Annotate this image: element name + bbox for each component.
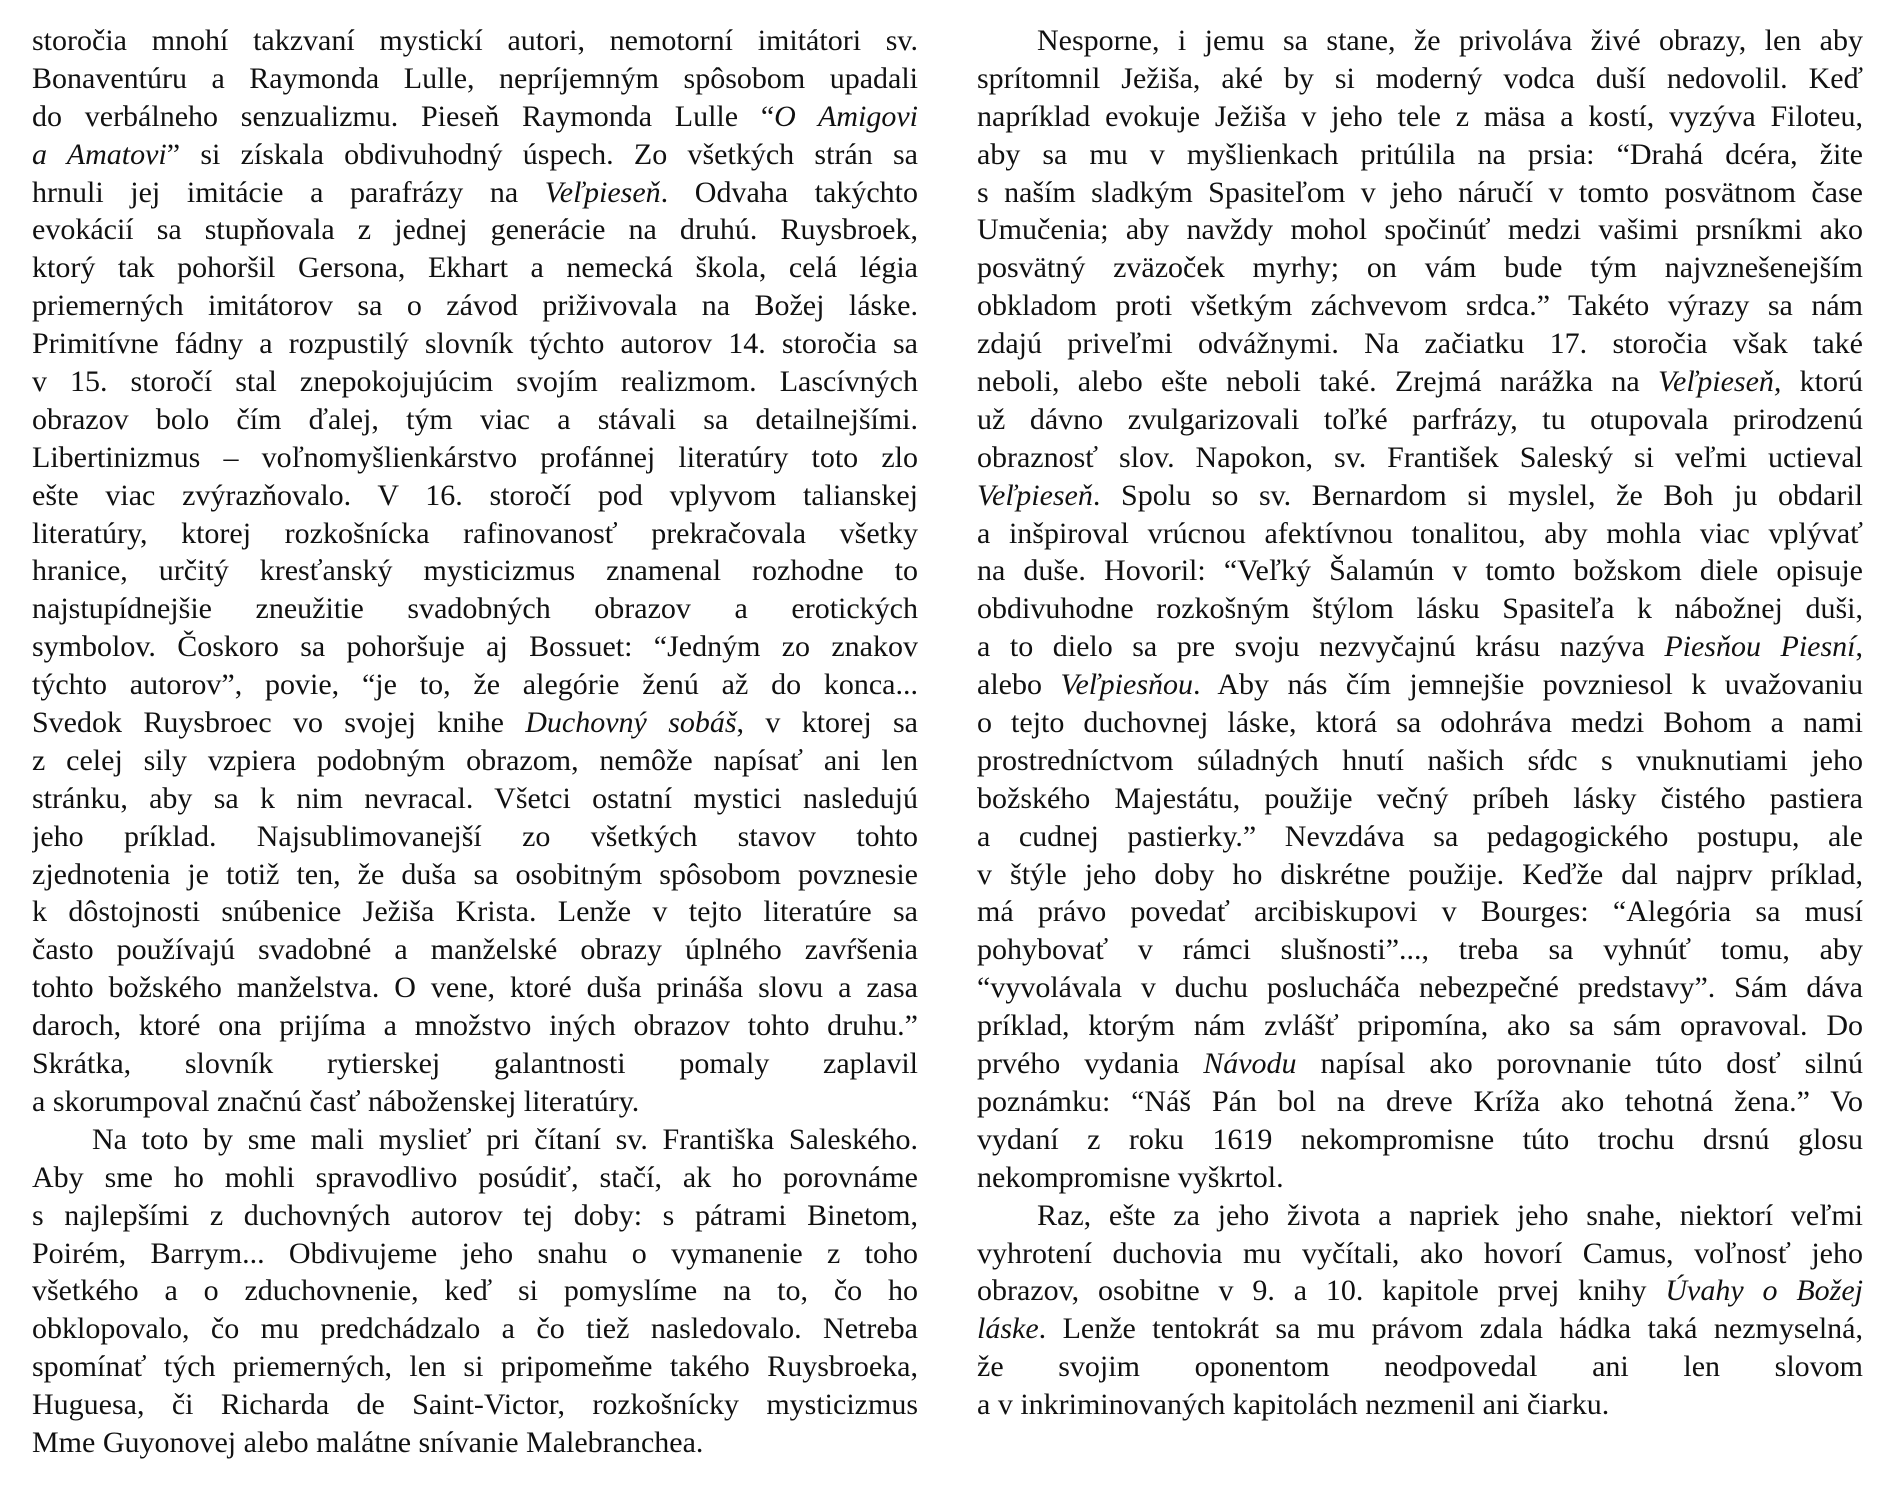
body-text: evokácií sa stupňovala z jednej generácie na druhú. Ruysbroek, (32, 213, 918, 247)
text-line (32, 287, 918, 325)
text-line (977, 325, 1863, 363)
text-line (977, 590, 1863, 628)
text-line (32, 1424, 918, 1462)
text-line (977, 856, 1863, 894)
body-text: tohto božského manželstva. O vene, ktoré duša prináša slovu a zasa (32, 971, 918, 1005)
text-line (32, 363, 918, 401)
body-text: s najlepšími z duchovných autorov tej doby: s pátrami Binetom, (32, 1198, 918, 1232)
body-text: že svojim oponentom neodpovedal ani len slovom (977, 1350, 1863, 1384)
body-text: . Aby nás čím jemnejšie povzniesol k uvažovaniu (1193, 668, 1863, 702)
body-text: príklad, ktorým nám zvlášť pripomína, ako sa sám opravoval. Do (977, 1009, 1863, 1043)
text-line (32, 1083, 918, 1121)
body-text: hranice, určitý kresťanský mysticizmus znamenal rozhodne to (32, 554, 918, 588)
body-text: obkladom proti všetkým záchvevom srdca.” Takéto výrazy sa nám (977, 289, 1863, 323)
body-text: vydaní z roku 1619 nekompromisne túto trochu drsnú glosu (977, 1122, 1863, 1156)
text-line (32, 249, 918, 287)
body-text: Primitívne fádny a rozpustilý slovník týchto autorov 14. storočia sa (32, 327, 918, 361)
body-text: , (1855, 630, 1863, 664)
body-text: ktorú (1781, 365, 1863, 399)
text-line (32, 666, 918, 704)
body-text: vyhrotení duchovia mu vyčítali, ako hovorí Camus, voľnosť jeho (977, 1236, 1863, 1270)
body-text: . Lenže tentokrát sa mu právom zdala hádka taká nezmyselná, (1038, 1312, 1863, 1346)
body-text: neboli, alebo ešte neboli také. Zrejmá narážka na (977, 365, 1659, 399)
body-text: Nesporne, i jemu sa stane, že privoláva živé obrazy, len aby (1037, 24, 1863, 57)
body-text: napríklad evokuje Ježiša v jeho tele z mäsa a kostí, vyzýva Filoteu, (977, 99, 1863, 133)
text-line (32, 325, 918, 363)
body-text: do verbálneho senzualizmu. Pieseň Raymonda Lulle “ (32, 99, 775, 133)
text-line (977, 287, 1863, 325)
text-line (32, 174, 918, 212)
text-line (32, 136, 918, 174)
italic-title-text: O Amigovi (774, 99, 918, 133)
body-text: a inšpiroval vrúcnou afektívnou tonalitou, aby mohla viac vplývať (977, 516, 1863, 550)
italic-title-text: Veľpieseň (977, 478, 1093, 512)
body-text: obrazov bolo čím ďalej, tým viac a stávali sa detailnejšími. (32, 402, 918, 436)
body-text: a skorumpoval značnú časť náboženskej literatúry. (32, 1084, 640, 1118)
text-line (977, 477, 1863, 515)
body-text: . Odvaha takýchto (660, 175, 918, 209)
body-text: jeho príklad. Najsublimovanejší zo všetkých stavov tohto (32, 819, 918, 853)
text-line (977, 98, 1863, 136)
text-line (977, 136, 1863, 174)
body-text: obklopovalo, čo mu predchádzalo a čo tiež nasledovalo. Netreba (32, 1312, 918, 1346)
text-column-left (32, 22, 918, 1462)
text-line (977, 1083, 1863, 1121)
body-text: . Spolu so sv. Bernardom si myslel, že Boh ju obdaril (1092, 478, 1863, 512)
body-text: s naším sladkým Spasiteľom v jeho náručí v tomto posvätnom čase (977, 175, 1863, 209)
text-line (977, 1235, 1863, 1273)
body-text: , v ktorej sa (736, 706, 918, 740)
text-line (977, 1310, 1863, 1348)
text-line (977, 439, 1863, 477)
text-line (977, 1007, 1863, 1045)
body-text: Mme Guyonovej alebo malátne snívanie Malebranchea. (32, 1425, 704, 1459)
text-line (32, 1197, 918, 1235)
body-text: poznámku: “Náš Pán bol na dreve Kríža ako tehotná žena.” Vo (977, 1084, 1863, 1118)
body-text: Aby sme ho mohli spravodlivo posúdiť, stačí, ak ho porovnáme (32, 1160, 918, 1194)
text-line (977, 666, 1863, 704)
text-line (977, 60, 1863, 98)
body-text: ešte viac zvýrazňovalo. V 16. storočí pod vplyvom talianskej (32, 478, 918, 512)
text-line (977, 1348, 1863, 1386)
text-line (32, 1386, 918, 1424)
text-line (32, 439, 918, 477)
body-text: “vyvolávala v duchu poslucháča nebezpečné predstavy”. Sám dáva (977, 971, 1863, 1005)
body-text: storočia mnohí takzvaní mystickí autori, nemotorní imitátori sv. (32, 24, 918, 57)
text-line (32, 856, 918, 894)
body-text: spomínať tých priemerných, len si pripomeňme takého Ruysbroeka, (32, 1350, 918, 1384)
italic-title-text: Duchovný sobáš (525, 706, 737, 740)
body-text: prostredníctvom súladných hnutí našich sŕdc s vnuknutiami jeho (977, 743, 1863, 777)
body-text: Bonaventúru a Raymonda Lulle, nepríjemným spôsobom upadali (32, 61, 918, 95)
body-text: sprítomnil Ježiša, aké by si moderný vodca duší nedovolil. Keď (977, 61, 1863, 95)
text-line (977, 1272, 1863, 1310)
italic-title-text: Veľpiesňou (1060, 668, 1193, 702)
text-line (32, 1310, 918, 1348)
body-text: týchto autorov”, povie, “je to, že alegórie ženú až do konca... (32, 668, 918, 702)
body-text: priemerných imitátorov sa o závod priživovala na Božej láske. (32, 289, 918, 323)
text-line (32, 1159, 918, 1197)
body-text: aby sa mu v myšlienkach pritúlila na prsia: “Drahá dcéra, žite (977, 137, 1863, 171)
body-text: na duše. Hovoril: “Veľký Šalamún v tomto božskom diele opisuje (977, 554, 1863, 588)
text-line (977, 969, 1863, 1007)
body-text: Raz, ešte za jeho života a napriek jeho snahe, niektorí veľmi (1037, 1198, 1863, 1232)
text-line (32, 22, 918, 60)
text-line (977, 1159, 1863, 1197)
text-line (977, 1386, 1863, 1424)
italic-title-text: a Amatovi (32, 137, 167, 171)
text-line (32, 1235, 918, 1273)
italic-title-text: láske (977, 1312, 1039, 1346)
text-line (32, 1045, 918, 1083)
text-line (32, 893, 918, 931)
text-line (977, 211, 1863, 249)
text-line (977, 780, 1863, 818)
body-text: nekompromisne vyškrtol. (977, 1160, 1284, 1194)
body-text: daroch, ktoré ona prijíma a množstvo iných obrazov tohto druhu.” (32, 1009, 918, 1043)
text-line (32, 98, 918, 136)
body-text: k dôstojnosti snúbenice Ježiša Krista. Lenže v tejto literatúre sa (32, 895, 918, 929)
body-text: Poirém, Barrym... Obdivujeme jeho snahu o vymanenie z toho (32, 1236, 918, 1270)
body-text: všetkého a o zduchovnenie, keď si pomyslíme na to, čo ho (32, 1274, 918, 1308)
body-text: obraznosť slov. Napokon, sv. František Saleský si veľmi uctieval (977, 440, 1863, 474)
text-line (32, 780, 918, 818)
text-line (32, 552, 918, 590)
body-text: v 15. storočí stal znepokojujúcim svojím realizmom. Lascívných (32, 365, 918, 399)
text-line (32, 628, 918, 666)
text-line (32, 969, 918, 1007)
italic-title-text: Veľpieseň, (1658, 365, 1782, 399)
italic-title-text: Návodu (1203, 1047, 1297, 1081)
body-text: často používajú svadobné a manželské obrazy úplného zavŕšenia (32, 933, 918, 967)
text-line (977, 1121, 1863, 1159)
text-line (977, 1197, 1863, 1235)
text-line (977, 818, 1863, 856)
body-text: napísal ako porovnanie túto dosť silnú (1296, 1047, 1863, 1081)
text-line (32, 515, 918, 553)
text-line (32, 60, 918, 98)
body-text: obrazov, osobitne v 9. a 10. kapitole prvej knihy (977, 1274, 1666, 1308)
text-line (32, 818, 918, 856)
text-line (32, 1272, 918, 1310)
text-line (977, 893, 1863, 931)
body-text: z celej sily vzpiera podobným obrazom, nemôže napísať ani len (32, 743, 918, 777)
body-text: Umučenia; aby navždy mohol spočinúť medzi vašimi prsníkmi ako (977, 213, 1863, 247)
body-text: obdivuhodne rozkošným štýlom lásku Spasiteľa k nábožnej duši, (977, 592, 1863, 626)
italic-title-text: Úvahy o Božej (1665, 1274, 1863, 1308)
text-line (977, 742, 1863, 780)
italic-title-text: Veľpieseň (544, 175, 661, 209)
text-line (32, 1348, 918, 1386)
body-text: literatúry, ktorej rozkošnícka rafinovanosť prekračovala všetky (32, 516, 918, 550)
body-text: Libertinizmus – voľnomyšlienkárstvo profánnej literatúry toto zlo (32, 440, 918, 474)
text-line (977, 401, 1863, 439)
text-line (32, 1007, 918, 1045)
body-text: stránku, aby sa k nim nevracal. Všetci ostatní mystici nasledujú (32, 781, 918, 815)
text-column-right (977, 22, 1863, 1424)
text-line (977, 363, 1863, 401)
text-line (977, 1045, 1863, 1083)
body-text: a to dielo sa pre svoju nezvyčajnú krásu nazýva (977, 630, 1665, 664)
body-text: hrnuli jej imitácie a parafrázy na (32, 175, 545, 209)
body-text: v štýle jeho doby ho diskrétne použije. Keďže dal najprv príklad, (977, 857, 1863, 891)
body-text: Na toto by sme mali myslieť pri čítaní sv. Františka Saleského. (92, 1122, 918, 1156)
text-line (977, 22, 1863, 60)
body-text: ” si získala obdivuhodný úspech. Zo všetkých strán sa (166, 137, 918, 171)
body-text: Skrátka, slovník rytierskej galantnosti pomaly zaplavil (32, 1047, 918, 1081)
body-text: a v inkriminovaných kapitolách nezmenil ani čiarku. (977, 1388, 1610, 1422)
body-text: posvätný zväzoček myrhy; on vám bude tým najvznešenejším (977, 251, 1863, 285)
text-line (977, 515, 1863, 553)
body-text: Huguesa, či Richarda de Saint-Victor, rozkošnícky mysticizmus (32, 1388, 918, 1422)
text-line (977, 704, 1863, 742)
body-text: ktorý tak pohoršil Gersona, Ekhart a nemecká škola, celá légia (32, 251, 918, 285)
body-text: má právo povedať arcibiskupovi v Bourges: “Alegória sa musí (977, 895, 1863, 929)
text-line (32, 931, 918, 969)
body-text: pohybovať v rámci slušnosti”..., treba sa vyhnúť tomu, aby (977, 933, 1863, 967)
text-line (32, 742, 918, 780)
body-text: symbolov. Čoskoro sa pohoršuje aj Bossuet: “Jedným zo znakov (32, 630, 918, 664)
text-line (32, 704, 918, 742)
body-text: božského Majestátu, použije večný príbeh lásky čistého pastiera (977, 781, 1863, 815)
body-text: zjednotenia je totiž ten, že duša sa osobitným spôsobom povznesie (32, 857, 918, 891)
body-text: Svedok Ruysbroec vo svojej knihe (32, 706, 526, 740)
body-text: o tejto duchovnej láske, ktorá sa odohráva medzi Bohom a nami (977, 706, 1863, 740)
body-text: už dávno zvulgarizovali toľké parfrázy, tu otupovala prirodzenú (977, 402, 1863, 436)
text-line (32, 590, 918, 628)
body-text: a cudnej pastierky.” Nevzdáva sa pedagogického postupu, ale (977, 819, 1863, 853)
text-line (977, 931, 1863, 969)
text-line (977, 174, 1863, 212)
text-line (977, 249, 1863, 287)
italic-title-text: Piesňou Piesní (1664, 630, 1856, 664)
body-text: alebo (977, 668, 1061, 702)
text-line (977, 628, 1863, 666)
text-line (977, 552, 1863, 590)
text-line (32, 211, 918, 249)
body-text: zdajú priveľmi odvážnymi. Na začiatku 17. storočia však také (977, 327, 1863, 361)
text-line (32, 401, 918, 439)
text-line (32, 477, 918, 515)
body-text: najstupídnejšie zneužitie svadobných obrazov a erotických (32, 592, 918, 626)
body-text: prvého vydania (977, 1047, 1204, 1081)
text-line (32, 1121, 918, 1159)
